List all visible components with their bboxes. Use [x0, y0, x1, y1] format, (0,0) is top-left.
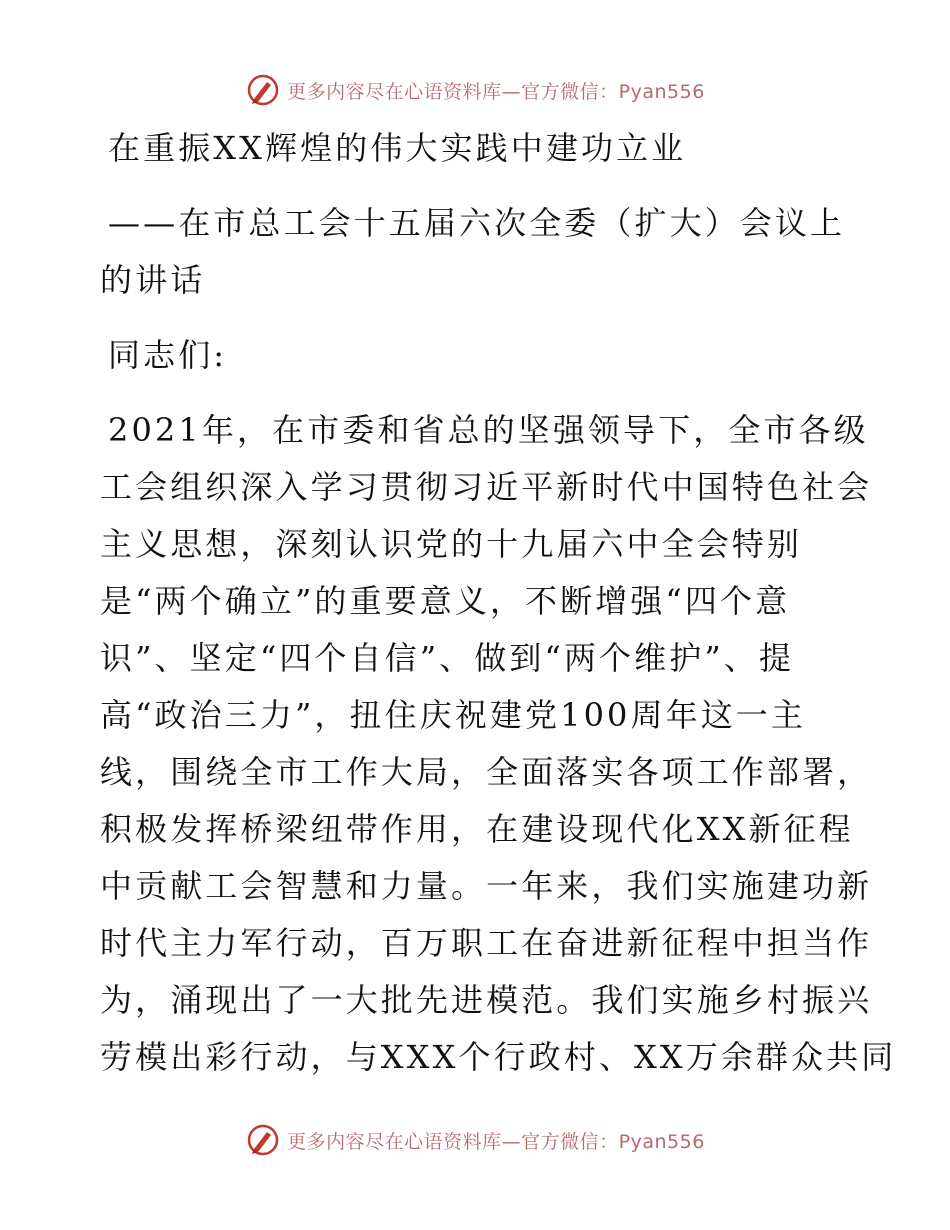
watermark-footer	[0, 1120, 950, 1160]
pen-logo-icon	[245, 72, 281, 108]
body-line: 线，围绕全市工作大局，全面落实各项工作部署，	[100, 753, 873, 791]
body-line: 2021年，在市委和省总的坚强领导下，全市各级	[108, 411, 869, 449]
body-line: 工会组织深入学习贯彻习近平新时代中国特色社会	[100, 468, 873, 506]
body-line: 是“两个确立”的重要意义，不断增强“四个意	[100, 582, 791, 620]
pen-logo-icon	[245, 1122, 281, 1158]
body-line: 劳模出彩行动，与XXX个行政村、XX万余群众共同	[100, 1038, 897, 1076]
body-line: 高“政治三力”，扭住庆祝建党100周年这一主	[100, 696, 806, 734]
body-line: 中贡献工会智慧和力量。一年来，我们实施建功新	[100, 867, 873, 905]
body-line: 时代主力军行动，百万职工在奋进新征程中担当作	[100, 924, 873, 962]
watermark-header	[0, 70, 950, 110]
salutation: 同志们:	[108, 336, 228, 374]
body-line: 主义思想，深刻认识党的十九届六中全会特别	[100, 525, 803, 563]
body-line: 为，涌现出了一大批先进模范。我们实施乡村振兴	[100, 981, 873, 1019]
body-line: 积极发挥桥梁纽带作用，在建设现代化XX新征程	[100, 810, 854, 848]
watermark-text: 更多内容尽在心语资料库—官方微信：Pyan556	[287, 80, 705, 103]
subtitle-line-1: ——在市总工会十五届六次全委（扩大）会议上	[108, 204, 846, 242]
body-line: 识”、坚定“四个自信”、做到“两个维护”、提	[100, 639, 794, 677]
document-title: 在重振XX辉煌的伟大实践中建功立业	[108, 129, 687, 167]
watermark-text: 更多内容尽在心语资料库—官方微信：Pyan556	[287, 1130, 705, 1153]
subtitle-line-2: 的讲话	[100, 261, 206, 299]
